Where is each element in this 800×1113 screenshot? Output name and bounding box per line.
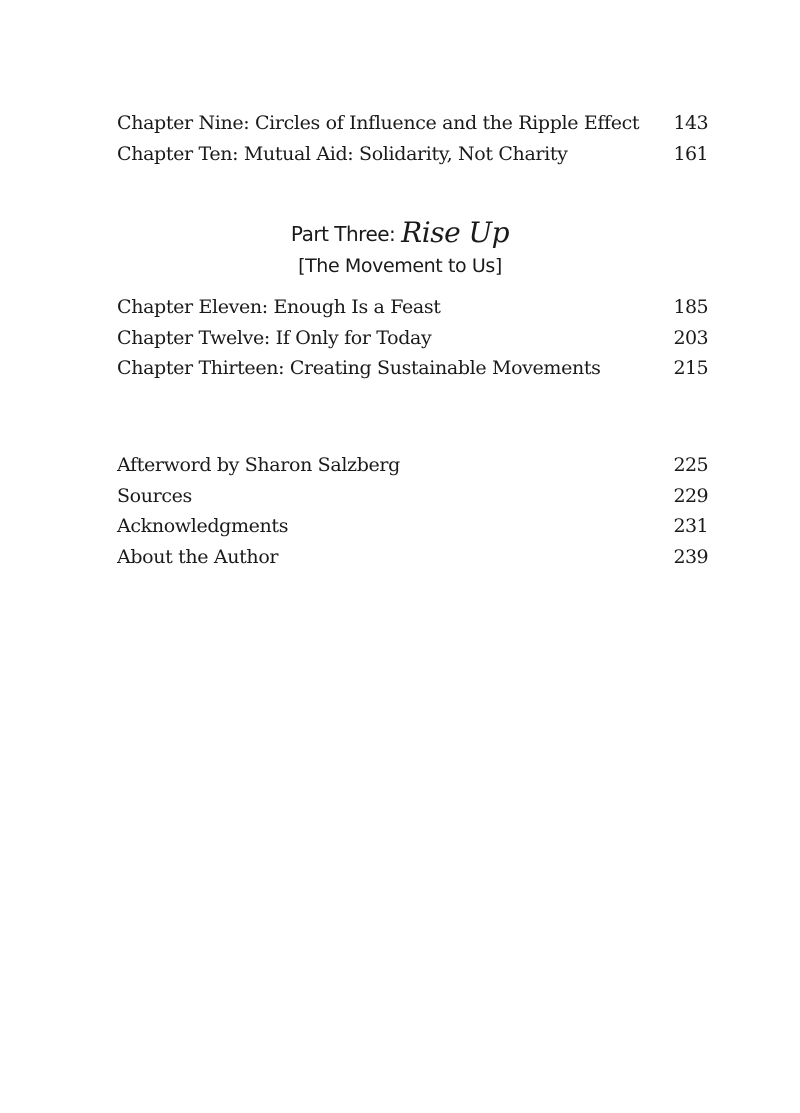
part-subtitle: [The Movement to Us]: [298, 255, 502, 277]
toc-entry-page: 203: [673, 326, 708, 349]
toc-entry-page: 215: [673, 357, 708, 380]
toc-entry-title: Chapter Thirteen: Creating Sustainable Movements: [117, 357, 601, 380]
toc-entry-title: Chapter Twelve: If Only for Today: [117, 326, 432, 349]
toc-entry: [117, 542, 708, 573]
part-name: Rise Up: [401, 216, 510, 249]
toc-entry-page: 239: [673, 546, 708, 569]
toc-entry-title: Afterword by Sharon Salzberg: [117, 454, 400, 476]
toc-entry-title: Chapter Eleven: Enough Is a Feast: [117, 296, 441, 318]
toc-entry-page: 231: [673, 515, 708, 538]
toc-entry: [117, 139, 708, 170]
toc-entry-title: Sources: [117, 484, 192, 507]
toc-entry-title: Chapter Nine: Circles of Influence and the Ripple Effect: [117, 112, 640, 134]
toc-part-three: [117, 292, 708, 384]
toc-entry-page: 185: [673, 296, 708, 318]
toc-entry-page: 229: [673, 484, 708, 507]
toc-entry: [117, 108, 708, 139]
toc-entry-title: About the Author: [117, 546, 279, 569]
toc-entry: [117, 450, 708, 481]
toc-back-matter: [117, 450, 708, 573]
toc-entry-title: Chapter Ten: Mutual Aid: Solidarity, Not Charity: [117, 142, 568, 165]
toc-entry: [117, 353, 708, 384]
toc-entry: [117, 511, 708, 542]
toc-entry-title: Acknowledgments: [117, 515, 289, 538]
part-title: [0, 216, 800, 251]
part-three-heading: [0, 216, 800, 281]
toc-entry-page: 143: [673, 112, 708, 134]
toc-entry: [117, 481, 708, 512]
toc-entry-page: 161: [673, 142, 708, 165]
toc-entry: [117, 323, 708, 354]
toc-part-two-end: [117, 108, 708, 169]
toc-entry-page: 225: [673, 454, 708, 476]
toc-entry: [117, 292, 708, 323]
part-label: Part Three:: [290, 222, 402, 246]
